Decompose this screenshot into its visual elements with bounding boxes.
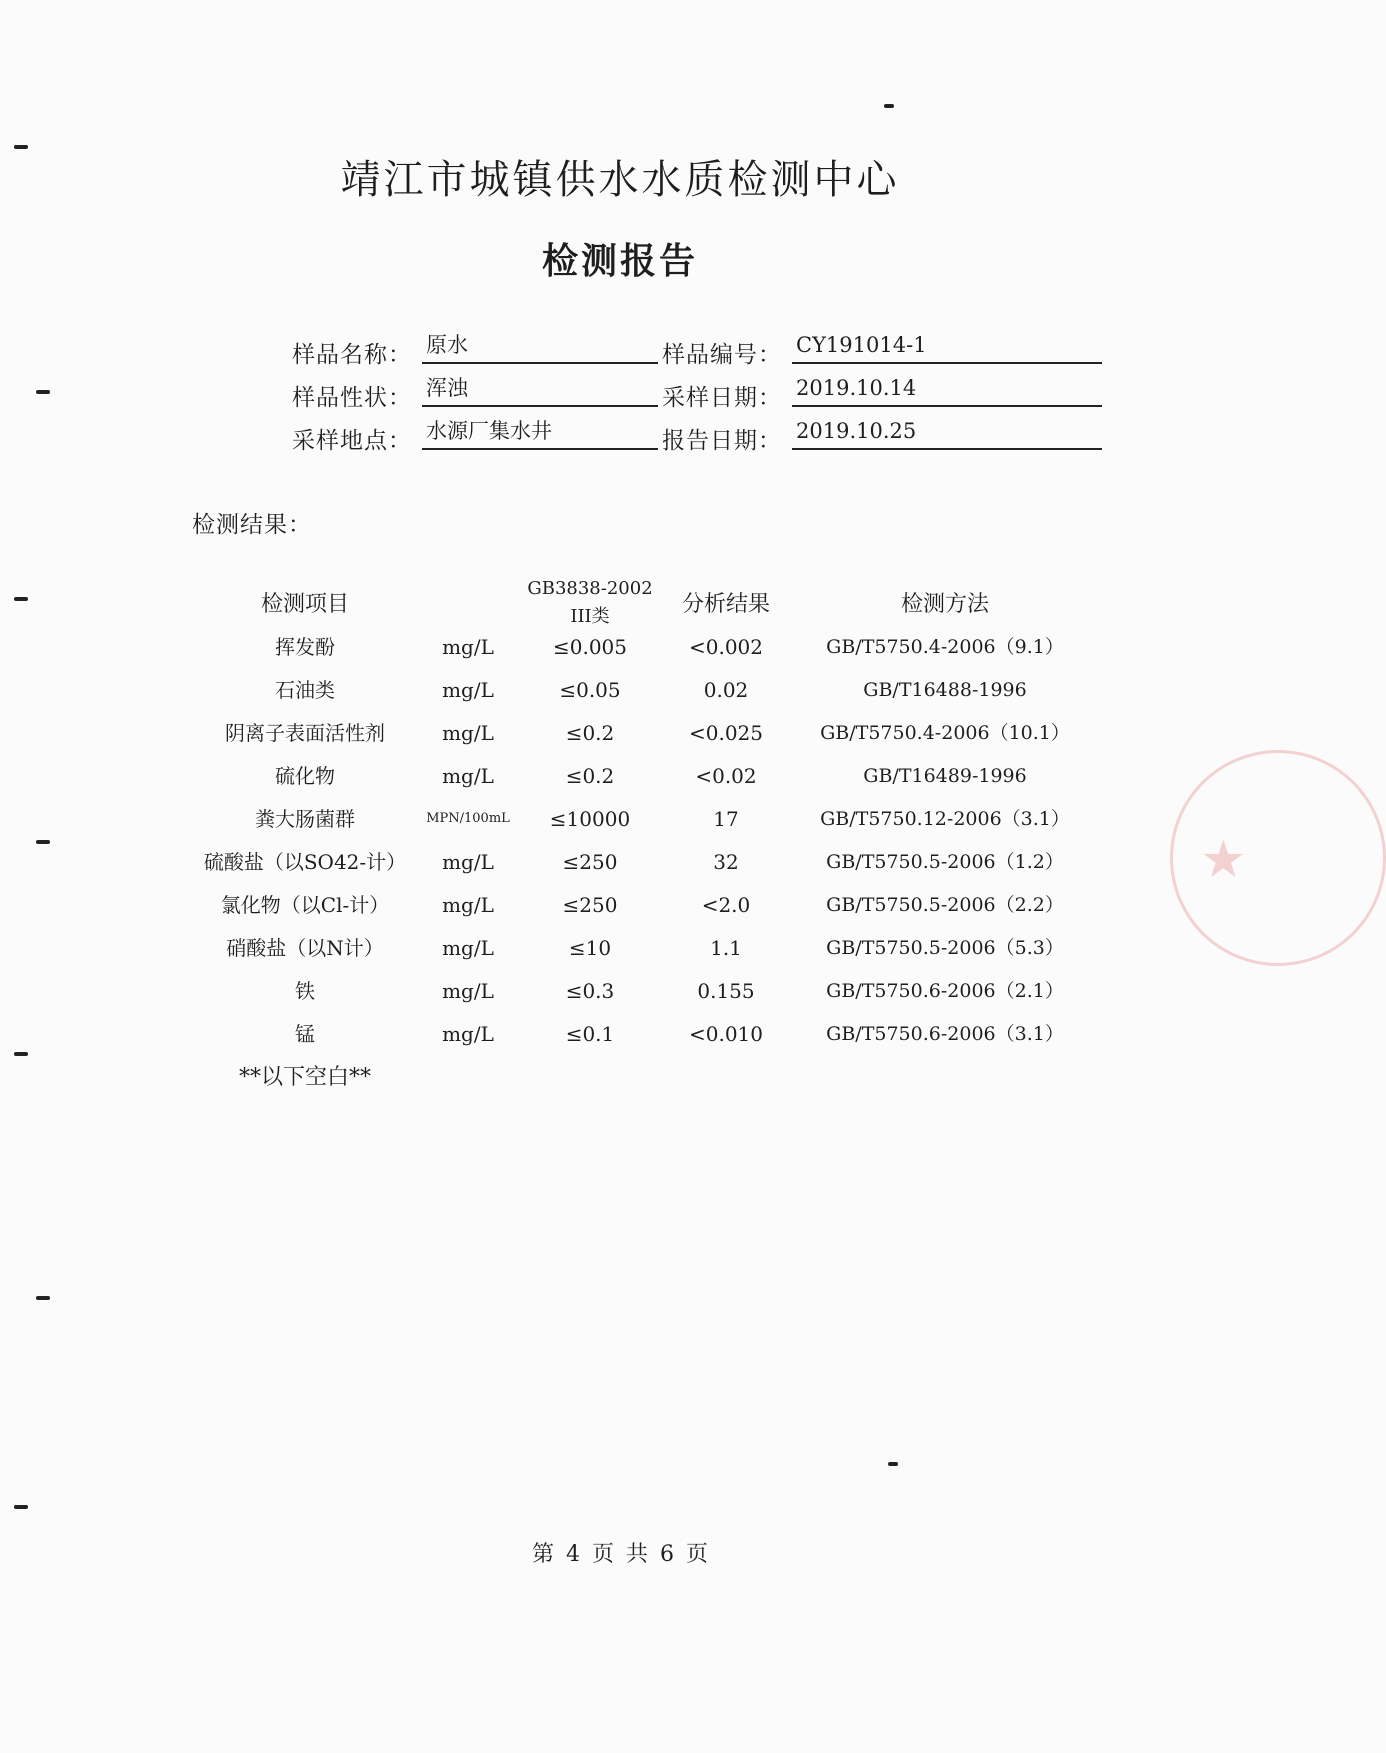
table-row: [0, 712, 1240, 754]
end-of-results-note: **以下空白**: [238, 1065, 371, 1090]
punch-mark: [884, 104, 894, 108]
organization-title: 靖江市城镇供水水质检测中心: [340, 157, 900, 203]
page-current: 4: [565, 1542, 580, 1567]
cell-standard: ≤250: [562, 850, 618, 874]
cell-unit: mg/L: [442, 1022, 494, 1046]
cell-standard: ≤0.3: [565, 979, 615, 1003]
cell-item: 挥发酚: [275, 635, 335, 659]
cell-method: GB/T5750.5-2006（2.2）: [826, 894, 1064, 916]
cell-method: GB/T5750.6-2006（3.1）: [826, 1023, 1064, 1045]
sampling-location-value: 水源厂集水井: [422, 416, 658, 450]
cell-item: 铁: [295, 979, 315, 1003]
cell-result: 32: [713, 850, 739, 874]
header-result: 分析结果: [681, 592, 770, 617]
report-title: 检测报告: [541, 240, 698, 282]
cell-item: 硫酸盐（以SO42-计）: [203, 850, 407, 874]
sample-id-label: 样品编号：: [662, 342, 782, 368]
cell-standard: ≤250: [562, 893, 618, 917]
page-middle: 页: [591, 1542, 614, 1567]
page-prefix: 第: [531, 1542, 554, 1567]
punch-mark: [888, 1462, 898, 1466]
punch-mark: [14, 1505, 28, 1509]
cell-method: GB/T5750.12-2006（3.1）: [820, 808, 1070, 830]
table-row: [0, 1013, 1240, 1055]
cell-result: <0.010: [688, 1022, 763, 1046]
cell-result: 0.155: [697, 979, 755, 1003]
cell-unit: mg/L: [442, 678, 494, 702]
table-row: [0, 884, 1240, 926]
table-row: [0, 927, 1240, 969]
cell-unit: mg/L: [442, 721, 494, 745]
cell-result: <0.025: [688, 721, 763, 745]
page-suffix: 页: [686, 1542, 709, 1567]
seal-star-icon: ★: [1200, 830, 1247, 890]
cell-item: 硝酸盐（以N计）: [226, 936, 384, 960]
header-standard-code: GB3838-2002: [527, 578, 653, 599]
cell-standard: ≤0.1: [565, 1022, 615, 1046]
cell-standard: ≤10: [568, 936, 612, 960]
cell-item: 氯化物（以Cl-计）: [220, 893, 390, 917]
cell-result: 17: [713, 807, 739, 831]
table-row: [0, 841, 1240, 883]
cell-standard: ≤0.2: [565, 764, 615, 788]
cell-unit: mg/L: [442, 979, 494, 1003]
sample-state-label: 样品性状：: [292, 385, 412, 411]
cell-item: 石油类: [275, 678, 335, 702]
cell-method: GB/T16488-1996: [863, 679, 1027, 701]
cell-method: GB/T5750.5-2006（5.3）: [826, 937, 1064, 959]
punch-mark: [36, 1296, 50, 1300]
cell-result: 1.1: [710, 936, 742, 960]
cell-method: GB/T5750.5-2006（1.2）: [826, 851, 1064, 873]
cell-unit: MPN/100mL: [426, 811, 510, 826]
table-row: [0, 798, 1240, 840]
cell-item: 锰: [295, 1022, 315, 1046]
cell-item: 粪大肠菌群: [255, 807, 355, 831]
cell-method: GB/T16489-1996: [863, 765, 1027, 787]
cell-method: GB/T5750.4-2006（10.1）: [820, 722, 1070, 744]
header-standard-class: III类: [570, 606, 610, 627]
page-total: 6: [660, 1542, 675, 1567]
cell-item: 硫化物: [275, 764, 335, 788]
cell-standard: ≤0.005: [552, 635, 627, 659]
cell-method: GB/T5750.4-2006（9.1）: [826, 636, 1064, 658]
sample-name-value: 原水: [422, 330, 658, 364]
results-section-title: 检测结果：: [192, 512, 312, 538]
sampling-location-label: 采样地点：: [292, 428, 412, 454]
header-method: 检测方法: [900, 592, 989, 617]
table-row: [0, 669, 1240, 711]
cell-result: 0.02: [703, 678, 749, 702]
cell-unit: mg/L: [442, 635, 494, 659]
punch-mark: [36, 390, 50, 394]
cell-standard: ≤0.2: [565, 721, 615, 745]
table-row: [0, 970, 1240, 1012]
cell-unit: mg/L: [442, 850, 494, 874]
cell-result: <2.0: [701, 893, 751, 917]
cell-unit: mg/L: [442, 893, 494, 917]
report-date-label: 报告日期：: [662, 428, 782, 454]
cell-standard: ≤10000: [549, 807, 631, 831]
cell-result: <0.002: [688, 635, 763, 659]
total-prefix: 共: [626, 1542, 649, 1567]
table-row: [0, 755, 1240, 797]
punch-mark: [14, 597, 28, 601]
page-number: [0, 1537, 1240, 1568]
sampling-date-label: 采样日期：: [662, 385, 782, 411]
cell-unit: mg/L: [442, 764, 494, 788]
sample-name-label: 样品名称：: [292, 342, 412, 368]
table-row: [0, 626, 1240, 668]
sample-id-value: CY191014-1: [792, 330, 1102, 364]
sample-state-value: 浑浊: [422, 373, 658, 407]
cell-result: <0.02: [695, 764, 757, 788]
cell-standard: ≤0.05: [559, 678, 621, 702]
sampling-date-value: 2019.10.14: [792, 373, 1102, 407]
report-date-value: 2019.10.25: [792, 416, 1102, 450]
cell-unit: mg/L: [442, 936, 494, 960]
cell-item: 阴离子表面活性剂: [225, 721, 385, 745]
cell-method: GB/T5750.6-2006（2.1）: [826, 980, 1064, 1002]
header-item: 检测项目: [260, 592, 349, 617]
